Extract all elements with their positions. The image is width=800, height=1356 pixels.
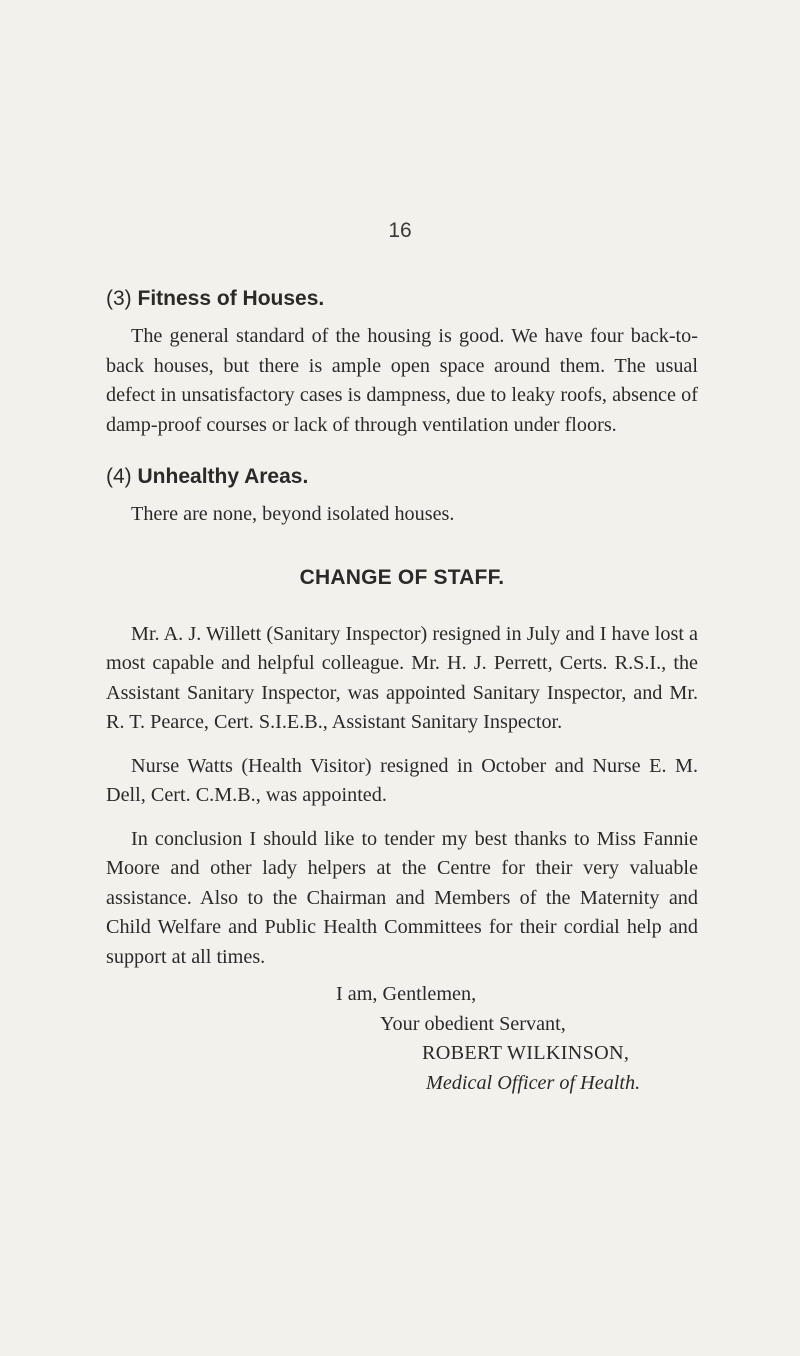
section-paragraph: There are none, beyond isolated houses. bbox=[131, 503, 455, 525]
signatory-name: ROBERT WILKINSON, bbox=[422, 1042, 630, 1064]
signatory-title: Medical Officer of Health. bbox=[426, 1071, 641, 1094]
section-paragraph: The general standard of the housing is good. We have four back-to-back houses, but there is ample open space around them. The usual defect in unsatisfactory cases is dampness, due to leaky roofs, absence of damp-proof courses or lack of through ventilation under floors. bbox=[106, 325, 698, 436]
signature-block bbox=[106, 980, 698, 1098]
section-number: (4) bbox=[106, 465, 132, 488]
section-number: (3) bbox=[106, 287, 132, 310]
section-title: Unhealthy Areas. bbox=[137, 465, 309, 488]
staff-paragraph-2: Nurse Watts (Health Visitor) resigned in October and Nurse E. M. Dell, Cert. C.M.B., was appointed. bbox=[106, 754, 698, 806]
section-heading bbox=[106, 286, 698, 312]
section-heading bbox=[106, 464, 698, 490]
salutation: I am, Gentlemen, bbox=[336, 983, 477, 1005]
page-number: 16 bbox=[388, 219, 412, 242]
valediction: Your obedient Servant, bbox=[380, 1012, 566, 1035]
document-body bbox=[106, 286, 698, 1098]
staff-paragraph-3: In conclusion I should like to tender my best thanks to Miss Fannie Moore and other lady helpers at the Centre for their very valuable assistance. Also to the Chairman and Members of the Maternity and Child Welfare and Public Health Committees for their cordial help and support at all times. bbox=[106, 827, 698, 968]
section-unhealthy-areas bbox=[106, 464, 698, 530]
section-title: Fitness of Houses. bbox=[137, 287, 325, 310]
section-change-of-staff bbox=[106, 566, 698, 973]
section-fitness-of-houses bbox=[106, 286, 698, 440]
staff-paragraph-1: Mr. A. J. Willett (Sanitary Inspector) resigned in July and I have lost a most capable and helpful colleague. Mr. H. J. Perrett, Certs. R.S.I., the Assistant Sanitary Inspector, was appointed Sanitary Inspector, and Mr. R. T. Pearce, Cert. S.I.E.B., Assistant Sanitary Inspector. bbox=[106, 622, 698, 733]
change-of-staff-heading: CHANGE OF STAFF. bbox=[299, 565, 505, 589]
